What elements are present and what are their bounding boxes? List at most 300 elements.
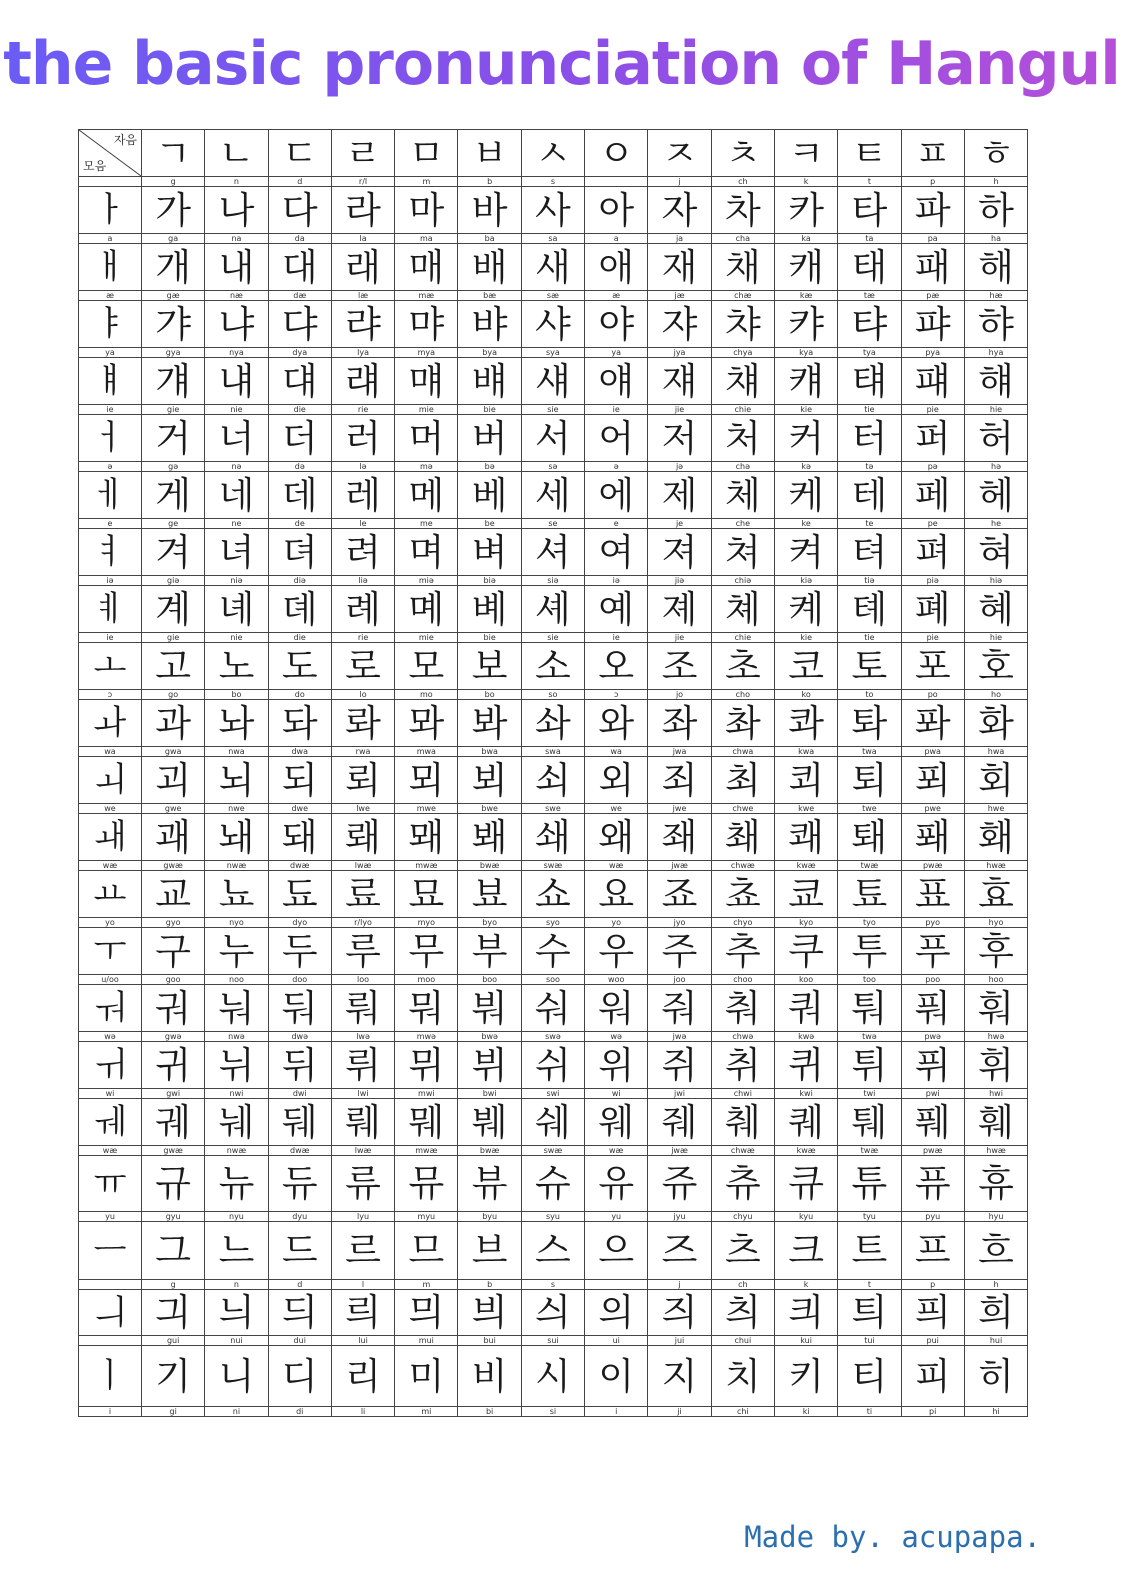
- syllable-cell: 틔: [838, 1290, 901, 1336]
- vowel-romanization-cell: wæ: [79, 861, 142, 871]
- syllable-cell: 어: [585, 415, 648, 462]
- syllable-cell: 돼: [268, 814, 331, 861]
- vowel-romanization-cell: ie: [79, 633, 142, 643]
- syllable-cell: 배: [458, 244, 521, 291]
- syllable-cell: ㅁ: [395, 130, 458, 177]
- syllable-row: [79, 757, 1028, 804]
- romanization-cell: jiə: [648, 576, 711, 586]
- romanization-cell: liə: [331, 576, 394, 586]
- romanization-cell: jui: [648, 1336, 711, 1346]
- syllable-cell: 톼: [838, 700, 901, 747]
- romanization-cell: h: [964, 1280, 1027, 1290]
- syllable-cell: 느: [205, 1222, 268, 1280]
- romanization-cell: diə: [268, 576, 331, 586]
- romanization-cell: k: [774, 1280, 837, 1290]
- romanization-cell: bwi: [458, 1089, 521, 1099]
- syllable-cell: 얘: [585, 358, 648, 405]
- syllable-cell: 태: [838, 244, 901, 291]
- syllable-cell: 최: [711, 757, 774, 804]
- vowel-cell: ㅑ: [79, 301, 142, 348]
- syllable-cell: 파: [901, 187, 964, 234]
- syllable-cell: 컈: [774, 358, 837, 405]
- romanization-cell: jya: [648, 348, 711, 358]
- corner-header-cell: [79, 130, 142, 177]
- romanization-cell: chyo: [711, 918, 774, 928]
- syllable-cell: 븨: [458, 1290, 521, 1336]
- romanization-cell: lyu: [331, 1212, 394, 1222]
- romanization-cell: lya: [331, 348, 394, 358]
- romanization-cell: mie: [395, 633, 458, 643]
- syllable-cell: 뫠: [395, 814, 458, 861]
- romanization-cell: r/l: [331, 177, 394, 187]
- romanization-cell: bwæ: [458, 861, 521, 871]
- syllable-cell: 뫄: [395, 700, 458, 747]
- syllable-cell: 럐: [331, 358, 394, 405]
- syllable-cell: 폐: [901, 586, 964, 633]
- syllable-cell: 죠: [648, 871, 711, 918]
- syllable-cell: 흐: [964, 1222, 1027, 1280]
- romanization-cell: pə: [901, 462, 964, 472]
- syllable-row: [79, 301, 1028, 348]
- romanization-row: [79, 348, 1028, 358]
- vowel-cell: ㅔ: [79, 472, 142, 519]
- romanization-cell: pwæ: [901, 861, 964, 871]
- syllable-cell: 뤄: [331, 985, 394, 1032]
- syllable-cell: 버: [458, 415, 521, 462]
- vowel-romanization-cell: [79, 1280, 142, 1290]
- romanization-cell: sæ: [521, 291, 584, 301]
- syllable-cell: 규: [142, 1156, 205, 1212]
- syllable-row: [79, 415, 1028, 462]
- romanization-cell: a: [585, 234, 648, 244]
- syllable-cell: ㄱ: [142, 130, 205, 177]
- syllable-cell: 케: [774, 472, 837, 519]
- syllable-cell: 튀: [838, 1042, 901, 1089]
- vowel-romanization-cell: ə: [79, 462, 142, 472]
- syllable-cell: 무: [395, 928, 458, 975]
- romanization-cell: po: [901, 690, 964, 700]
- romanization-cell: bæ: [458, 291, 521, 301]
- romanization-cell: dui: [268, 1336, 331, 1346]
- syllable-cell: 뱨: [458, 358, 521, 405]
- syllable-cell: 그: [142, 1222, 205, 1280]
- romanization-cell: bo: [205, 690, 268, 700]
- romanization-cell: ho: [964, 690, 1027, 700]
- syllable-row: [79, 358, 1028, 405]
- romanization-cell: swe: [521, 804, 584, 814]
- syllable-cell: ㅎ: [964, 130, 1027, 177]
- vowel-romanization-cell: ɔ: [79, 690, 142, 700]
- syllable-cell: 콰: [774, 700, 837, 747]
- syllable-cell: 노: [205, 643, 268, 690]
- syllable-cell: 루: [331, 928, 394, 975]
- syllable-cell: 퍄: [901, 301, 964, 348]
- syllable-cell: 먀: [395, 301, 458, 348]
- syllable-row: [79, 985, 1028, 1032]
- syllable-cell: 개: [142, 244, 205, 291]
- syllable-cell: 퉈: [838, 985, 901, 1032]
- syllable-cell: ㄹ: [331, 130, 394, 177]
- romanization-cell: kya: [774, 348, 837, 358]
- syllable-cell: 혜: [964, 586, 1027, 633]
- syllable-row: [79, 529, 1028, 576]
- romanization-cell: jwi: [648, 1089, 711, 1099]
- syllable-cell: 레: [331, 472, 394, 519]
- syllable-cell: 려: [331, 529, 394, 576]
- syllable-cell: 듸: [268, 1290, 331, 1336]
- romanization-cell: hya: [964, 348, 1027, 358]
- romanization-cell: hwə: [964, 1032, 1027, 1042]
- romanization-cell: dwə: [268, 1032, 331, 1042]
- romanization-row: [79, 975, 1028, 985]
- romanization-cell: kyo: [774, 918, 837, 928]
- syllable-cell: 괴: [142, 757, 205, 804]
- syllable-cell: 툐: [838, 871, 901, 918]
- syllable-cell: 제: [648, 472, 711, 519]
- syllable-cell: 져: [648, 529, 711, 576]
- syllable-cell: 수: [521, 928, 584, 975]
- romanization-cell: byo: [458, 918, 521, 928]
- syllable-cell: 크: [774, 1222, 837, 1280]
- romanization-row: [79, 633, 1028, 643]
- romanization-cell: chya: [711, 348, 774, 358]
- romanization-row: [79, 234, 1028, 244]
- romanization-cell: ne: [205, 519, 268, 529]
- romanization-cell: chie: [711, 633, 774, 643]
- syllable-cell: 귀: [142, 1042, 205, 1089]
- vowel-romanization-cell: yo: [79, 918, 142, 928]
- romanization-cell: da: [268, 234, 331, 244]
- romanization-cell: dyo: [268, 918, 331, 928]
- romanization-cell: jæ: [648, 291, 711, 301]
- syllable-cell: 듀: [268, 1156, 331, 1212]
- syllable-cell: 허: [964, 415, 1027, 462]
- romanization-cell: gæ: [142, 291, 205, 301]
- romanization-cell: m: [395, 1280, 458, 1290]
- romanization-cell: noo: [205, 975, 268, 985]
- romanization-cell: [585, 177, 648, 187]
- romanization-row: [79, 690, 1028, 700]
- syllable-cell: ㅍ: [901, 130, 964, 177]
- syllable-cell: 녀: [205, 529, 268, 576]
- romanization-cell: yo: [585, 918, 648, 928]
- vowel-cell: ㅟ: [79, 1042, 142, 1089]
- syllable-cell: 사: [521, 187, 584, 234]
- romanization-cell: gya: [142, 348, 205, 358]
- romanization-cell: kwæ: [774, 1146, 837, 1156]
- romanization-cell: kwa: [774, 747, 837, 757]
- syllable-cell: 슈: [521, 1156, 584, 1212]
- syllable-cell: 쵀: [711, 814, 774, 861]
- romanization-cell: tyu: [838, 1212, 901, 1222]
- romanization-cell: ka: [774, 234, 837, 244]
- vowel-cell: ㅕ: [79, 529, 142, 576]
- romanization-cell: læ: [331, 291, 394, 301]
- romanization-cell: swə: [521, 1032, 584, 1042]
- syllable-cell: 비: [458, 1346, 521, 1407]
- syllable-cell: 처: [711, 415, 774, 462]
- syllable-cell: 봬: [458, 814, 521, 861]
- romanization-cell: ie: [585, 633, 648, 643]
- vowel-romanization-cell: u/oo: [79, 975, 142, 985]
- syllable-cell: 뷔: [458, 1042, 521, 1089]
- syllable-cell: 스: [521, 1222, 584, 1280]
- romanization-cell: ya: [585, 348, 648, 358]
- syllable-cell: 눠: [205, 985, 268, 1032]
- syllable-cell: 붜: [458, 985, 521, 1032]
- syllable-cell: 쇼: [521, 871, 584, 918]
- syllable-cell: 터: [838, 415, 901, 462]
- romanization-cell: do: [268, 690, 331, 700]
- syllable-cell: 에: [585, 472, 648, 519]
- syllable-row: [79, 643, 1028, 690]
- romanization-cell: chwa: [711, 747, 774, 757]
- romanization-cell: wa: [585, 747, 648, 757]
- vowel-cell: ㅓ: [79, 415, 142, 462]
- romanization-cell: pe: [901, 519, 964, 529]
- vowel-romanization-cell: wə: [79, 1032, 142, 1042]
- syllable-cell: 요: [585, 871, 648, 918]
- romanization-cell: chæ: [711, 291, 774, 301]
- romanization-row: [79, 405, 1028, 415]
- syllable-cell: 궤: [142, 1099, 205, 1146]
- romanization-cell: tui: [838, 1336, 901, 1346]
- romanization-cell: bui: [458, 1336, 521, 1346]
- syllable-cell: 로: [331, 643, 394, 690]
- romanization-cell: chwi: [711, 1089, 774, 1099]
- romanization-row: [79, 519, 1028, 529]
- romanization-cell: loo: [331, 975, 394, 985]
- author-credit: Made by. acupapa.: [744, 1520, 1041, 1554]
- vowel-cell: ㅡ: [79, 1222, 142, 1280]
- romanization-cell: r/lyo: [331, 918, 394, 928]
- romanization-cell: t: [838, 1280, 901, 1290]
- syllable-cell: 트: [838, 1222, 901, 1280]
- romanization-cell: jie: [648, 405, 711, 415]
- romanization-cell: hi: [964, 1407, 1027, 1417]
- romanization-cell: mi: [395, 1407, 458, 1417]
- romanization-cell: cha: [711, 234, 774, 244]
- syllable-cell: 픠: [901, 1290, 964, 1336]
- romanization-cell: dwe: [268, 804, 331, 814]
- syllable-cell: 효: [964, 871, 1027, 918]
- romanization-cell: kə: [774, 462, 837, 472]
- consonant-romanization-row: [79, 177, 1028, 187]
- syllable-cell: 뤠: [331, 1099, 394, 1146]
- syllable-cell: 오: [585, 643, 648, 690]
- romanization-cell: tæ: [838, 291, 901, 301]
- romanization-cell: n: [205, 1280, 268, 1290]
- romanization-cell: te: [838, 519, 901, 529]
- romanization-cell: mui: [395, 1336, 458, 1346]
- romanization-cell: too: [838, 975, 901, 985]
- romanization-cell: bo: [458, 690, 521, 700]
- syllable-cell: 뭐: [395, 985, 458, 1032]
- vowel-cell: ㅛ: [79, 871, 142, 918]
- romanization-cell: lo: [331, 690, 394, 700]
- syllable-cell: 드: [268, 1222, 331, 1280]
- syllable-cell: 먜: [395, 358, 458, 405]
- romanization-cell: be: [458, 519, 521, 529]
- syllable-cell: 주: [648, 928, 711, 975]
- syllable-cell: 톄: [838, 586, 901, 633]
- syllable-cell: 야: [585, 301, 648, 348]
- romanization-cell: j: [648, 177, 711, 187]
- syllable-cell: 켸: [774, 586, 837, 633]
- romanization-cell: pwæ: [901, 1146, 964, 1156]
- romanization-cell: die: [268, 405, 331, 415]
- syllable-cell: 도: [268, 643, 331, 690]
- syllable-cell: 즤: [648, 1290, 711, 1336]
- romanization-cell: gwæ: [142, 861, 205, 871]
- romanization-row: [79, 1336, 1028, 1346]
- romanization-cell: wæ: [585, 861, 648, 871]
- romanization-cell: tya: [838, 348, 901, 358]
- romanization-row: [79, 861, 1028, 871]
- syllable-cell: 뉘: [205, 1042, 268, 1089]
- romanization-cell: ko: [774, 690, 837, 700]
- syllable-cell: 쉬: [521, 1042, 584, 1089]
- syllable-row: [79, 1290, 1028, 1336]
- syllable-cell: 기: [142, 1346, 205, 1407]
- romanization-cell: sui: [521, 1336, 584, 1346]
- syllable-cell: 뵈: [458, 757, 521, 804]
- romanization-row: [79, 1212, 1028, 1222]
- romanization-cell: ui: [585, 1336, 648, 1346]
- romanization-cell: twæ: [838, 861, 901, 871]
- romanization-cell: [79, 177, 142, 187]
- romanization-cell: ə: [585, 462, 648, 472]
- romanization-cell: woo: [585, 975, 648, 985]
- syllable-cell: 키: [774, 1346, 837, 1407]
- syllable-cell: 퉤: [838, 1099, 901, 1146]
- romanization-cell: h: [964, 177, 1027, 187]
- syllable-cell: ㄷ: [268, 130, 331, 177]
- syllable-cell: ㅊ: [711, 130, 774, 177]
- romanization-cell: pwə: [901, 1032, 964, 1042]
- romanization-cell: mwe: [395, 804, 458, 814]
- romanization-cell: iə: [585, 576, 648, 586]
- romanization-cell: dya: [268, 348, 331, 358]
- syllable-cell: 솨: [521, 700, 584, 747]
- romanization-cell: gwæ: [142, 1146, 205, 1156]
- vowel-cell: ㅗ: [79, 643, 142, 690]
- romanization-cell: nwe: [205, 804, 268, 814]
- romanization-cell: nə: [205, 462, 268, 472]
- romanization-cell: piə: [901, 576, 964, 586]
- syllable-cell: 가: [142, 187, 205, 234]
- syllable-row: [79, 1156, 1028, 1212]
- romanization-cell: dyu: [268, 1212, 331, 1222]
- syllable-cell: ㅇ: [585, 130, 648, 177]
- syllable-cell: ㅂ: [458, 130, 521, 177]
- romanization-cell: ni: [205, 1407, 268, 1417]
- romanization-cell: we: [585, 804, 648, 814]
- romanization-cell: pya: [901, 348, 964, 358]
- syllable-cell: 코: [774, 643, 837, 690]
- syllable-cell: 아: [585, 187, 648, 234]
- romanization-cell: jwæ: [648, 1146, 711, 1156]
- syllable-row: [79, 871, 1028, 918]
- romanization-cell: mya: [395, 348, 458, 358]
- syllable-cell: ㅅ: [521, 130, 584, 177]
- romanization-cell: twi: [838, 1089, 901, 1099]
- syllable-cell: 싀: [521, 1290, 584, 1336]
- romanization-cell: mwa: [395, 747, 458, 757]
- syllable-cell: 쟤: [648, 358, 711, 405]
- syllable-cell: 줘: [648, 985, 711, 1032]
- syllable-cell: 머: [395, 415, 458, 462]
- syllable-cell: 붸: [458, 1099, 521, 1146]
- syllable-cell: 뢔: [331, 814, 394, 861]
- syllable-cell: 니: [205, 1346, 268, 1407]
- syllable-cell: 초: [711, 643, 774, 690]
- romanization-row: [79, 576, 1028, 586]
- syllable-cell: 예: [585, 586, 648, 633]
- romanization-cell: pyo: [901, 918, 964, 928]
- syllable-cell: 차: [711, 187, 774, 234]
- romanization-cell: na: [205, 234, 268, 244]
- syllable-cell: 셰: [521, 586, 584, 633]
- romanization-row: [79, 1146, 1028, 1156]
- romanization-cell: si: [521, 1407, 584, 1417]
- romanization-cell: chwæ: [711, 861, 774, 871]
- romanization-cell: b: [458, 1280, 521, 1290]
- romanization-cell: nyu: [205, 1212, 268, 1222]
- syllable-cell: 뵤: [458, 871, 521, 918]
- syllable-cell: 퓨: [901, 1156, 964, 1212]
- syllable-cell: 숴: [521, 985, 584, 1032]
- romanization-cell: nwa: [205, 747, 268, 757]
- vowel-romanization-cell: a: [79, 234, 142, 244]
- syllable-cell: 과: [142, 700, 205, 747]
- romanization-cell: la: [331, 234, 394, 244]
- romanization-cell: le: [331, 519, 394, 529]
- romanization-cell: sie: [521, 405, 584, 415]
- syllable-cell: 테: [838, 472, 901, 519]
- romanization-cell: hwæ: [964, 1146, 1027, 1156]
- romanization-cell: ja: [648, 234, 711, 244]
- syllable-cell: 채: [711, 244, 774, 291]
- romanization-cell: bi: [458, 1407, 521, 1417]
- vowel-romanization-cell: i: [79, 1407, 142, 1417]
- vowel-romanization-cell: wi: [79, 1089, 142, 1099]
- romanization-cell: niə: [205, 576, 268, 586]
- syllable-cell: 퍼: [901, 415, 964, 462]
- syllable-cell: 홰: [964, 814, 1027, 861]
- romanization-cell: e: [585, 519, 648, 529]
- syllable-cell: 갸: [142, 301, 205, 348]
- romanization-cell: ki: [774, 1407, 837, 1417]
- romanization-cell: chə: [711, 462, 774, 472]
- syllable-cell: 냬: [205, 358, 268, 405]
- syllable-cell: 놔: [205, 700, 268, 747]
- romanization-row: [79, 1089, 1028, 1099]
- romanization-cell: t: [838, 177, 901, 187]
- syllable-cell: 모: [395, 643, 458, 690]
- romanization-cell: nyo: [205, 918, 268, 928]
- syllable-cell: 호: [964, 643, 1027, 690]
- romanization-cell: jyu: [648, 1212, 711, 1222]
- syllable-cell: 리: [331, 1346, 394, 1407]
- romanization-cell: kyu: [774, 1212, 837, 1222]
- syllable-cell: 뒈: [268, 1099, 331, 1146]
- romanization-cell: s: [521, 1280, 584, 1290]
- syllable-cell: 커: [774, 415, 837, 462]
- romanization-cell: nui: [205, 1336, 268, 1346]
- syllable-row: [79, 586, 1028, 633]
- romanization-cell: nwæ: [205, 861, 268, 871]
